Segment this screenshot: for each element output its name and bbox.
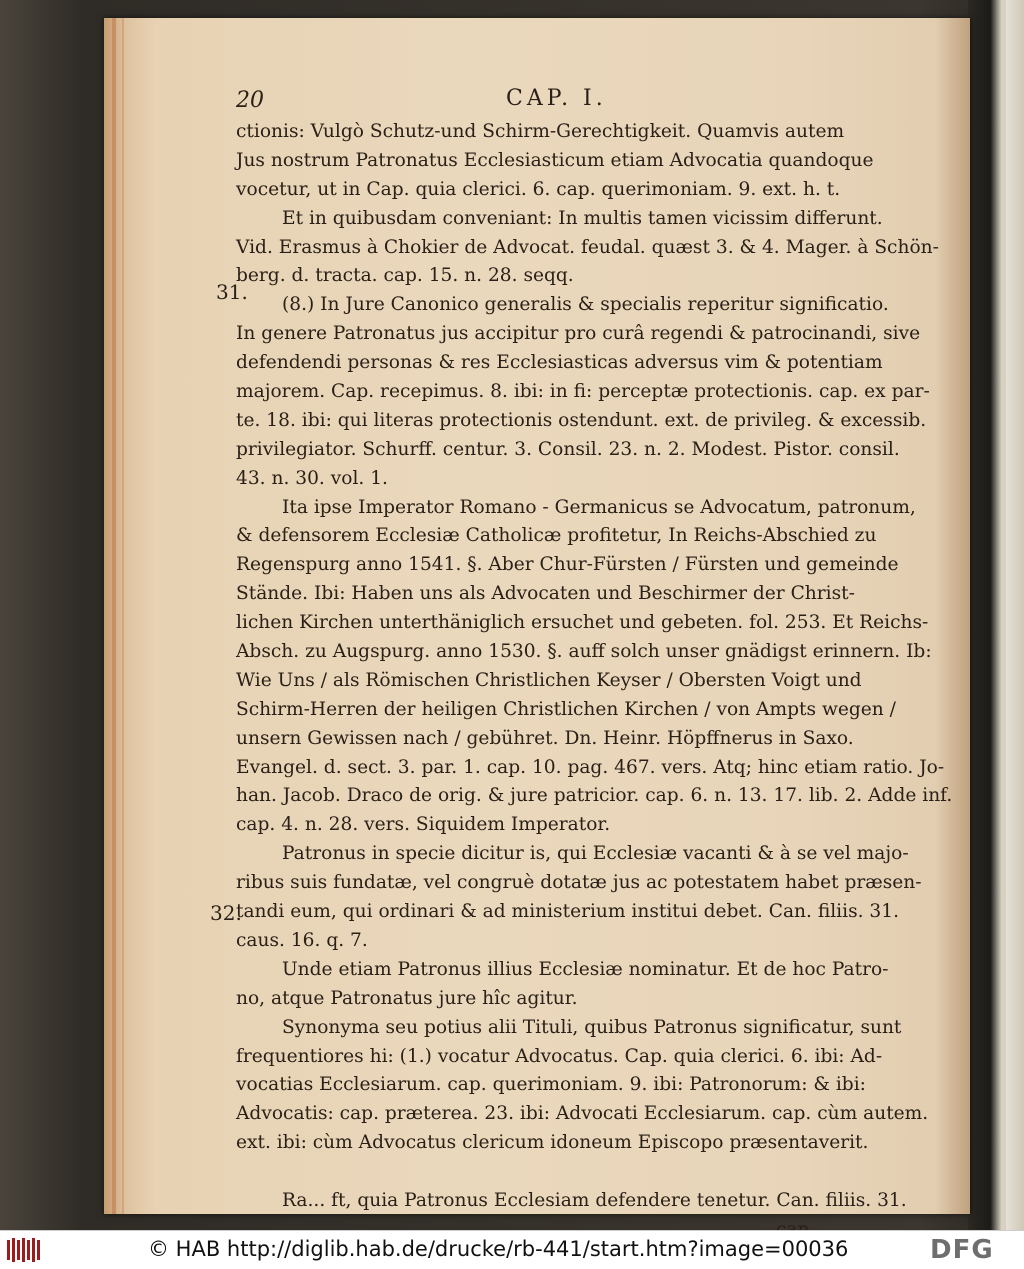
text-line: ext. ibi: cùm Advocatus clericum idoneum Episcopo præsentaverit. bbox=[236, 1132, 869, 1154]
text-line: berg. d. tracta. cap. 15. n. 28. seqq. bbox=[236, 265, 574, 287]
hab-logo-icon bbox=[6, 1237, 44, 1263]
text-line: tandi eum, qui ordinari & ad ministerium institui debet. Can. filiis. 31. bbox=[236, 901, 900, 923]
text-line: Wie Uns / als Römischen Christlichen Keyser / Obersten Voigt und bbox=[236, 669, 862, 691]
text-line: te. 18. ibi: qui literas protectionis ostendunt. ext. de privileg. & excessib. bbox=[236, 409, 927, 431]
text-line: Ra... ft, quia Patronus Ecclesiam defendere tenetur. Can. filiis. 31. bbox=[282, 1189, 907, 1211]
text-line: han. Jacob. Draco de orig. & jure patricior. cap. 6. n. 13. 17. lib. 2. Adde inf. bbox=[236, 785, 953, 807]
text-line: Et in quibusdam conveniant: In multis tamen vicissim differunt. bbox=[282, 207, 883, 229]
text-line: (8.) In Jure Canonico generalis & specialis reperitur significatio. bbox=[282, 294, 889, 316]
margin-number-32: 32. bbox=[210, 901, 242, 925]
copyright-link[interactable]: © HAB http://diglib.hab.de/drucke/rb-441/start.htm?image=00036 bbox=[148, 1237, 849, 1261]
text-line: cap. 4. n. 28. vers. Siquidem Imperator. bbox=[236, 814, 611, 836]
text-line: vocetur, ut in Cap. quia clerici. 6. cap. querimoniam. 9. ext. h. t. bbox=[236, 178, 841, 200]
text-line: & defensorem Ecclesiæ Catholicæ profitetur, In Reichs-Abschied zu bbox=[236, 525, 877, 547]
text-line: Synonyma seu potius alii Tituli, quibus Patronus significatur, sunt bbox=[282, 1016, 902, 1038]
text-line: unsern Gewissen nach / gebühret. Dn. Heinr. Höpffnerus in Saxo. bbox=[236, 727, 854, 749]
page-header bbox=[236, 86, 856, 116]
text-line: Unde etiam Patronus illius Ecclesiæ nominatur. Et de hoc Patro- bbox=[282, 958, 889, 980]
text-line: vocatias Ecclesiarum. cap. querimoniam. 9. ibi: Patronorum: & ibi: bbox=[236, 1074, 866, 1096]
text-line: Jus nostrum Patronatus Ecclesiasticum etiam Advocatia quandoque bbox=[236, 149, 874, 171]
text-line: Absch. zu Augspurg. anno 1530. §. auff solch unser gnädigst erinnern. Ib: bbox=[236, 641, 932, 663]
margin-number-31: 31. bbox=[216, 280, 248, 304]
text-line: 43. n. 30. vol. 1. bbox=[236, 467, 388, 489]
text-line: caus. 16. q. 7. bbox=[236, 929, 368, 951]
viewer-footer bbox=[0, 1230, 1024, 1269]
text-line: ribus suis fundatæ, vel congruè dotatæ jus ac potestatem habet præsen- bbox=[236, 872, 922, 894]
text-line: Advocatis: cap. præterea. 23. ibi: Advocati Ecclesiarum. cap. cùm autem. bbox=[236, 1103, 929, 1125]
text-line: Evangel. d. sect. 3. par. 1. cap. 10. pag. 467. vers. Atq; hinc etiam ratio. Jo- bbox=[236, 756, 945, 778]
text-line: lichen Kirchen unterthäniglich ersuchet und gebeten. fol. 253. Et Reichs- bbox=[236, 612, 929, 634]
dfg-logo: DFG bbox=[930, 1235, 994, 1265]
text-line: In genere Patronatus jus accipitur pro curâ regendi & patrocinandi, sive bbox=[236, 323, 921, 345]
text-line: privilegiator. Schurff. centur. 3. Consil. 23. n. 2. Modest. Pistor. consil. bbox=[236, 438, 900, 460]
text-line: frequentiores hi: (1.) vocatur Advocatus. Cap. quia clerici. 6. ibi: Ad- bbox=[236, 1045, 883, 1067]
text-line: Schirm-Herren der heiligen Christlichen Kirchen / von Ampts wegen / bbox=[236, 698, 896, 720]
chapter-heading: CAP. I. bbox=[506, 86, 607, 111]
body-text bbox=[236, 118, 953, 1245]
text-line: Regenspurg anno 1541. §. Aber Chur-Fürsten / Fürsten und gemeinde bbox=[236, 554, 899, 576]
text-line: no, atque Patronatus jure hîc agitur. bbox=[236, 987, 578, 1009]
text-line: Ita ipse Imperator Romano - Germanicus se Advocatum, patronum, bbox=[282, 496, 916, 518]
text-line: Stände. Ibi: Haben uns als Advocaten und Beschirmer der Christ- bbox=[236, 583, 855, 605]
next-page-edge bbox=[968, 0, 1024, 1230]
text-line: defendendi personas & res Ecclesiasticas adversus vim & potentiam bbox=[236, 352, 883, 374]
text-line: ctionis: Vulgò Schutz-und Schirm-Gerechtigkeit. Quamvis autem bbox=[236, 121, 845, 142]
text-line bbox=[236, 1158, 856, 1187]
page-number: 20 bbox=[236, 88, 264, 113]
text-line: Patronus in specie dicitur is, qui Ecclesiæ vacanti & à se vel majo- bbox=[282, 843, 909, 865]
text-line: Vid. Erasmus à Chokier de Advocat. feudal. quæst 3. & 4. Mager. à Schön- bbox=[236, 236, 939, 258]
text-line: majorem. Cap. recepimus. 8. ibi: in fi: perceptæ protectionis. cap. ex par- bbox=[236, 381, 930, 403]
